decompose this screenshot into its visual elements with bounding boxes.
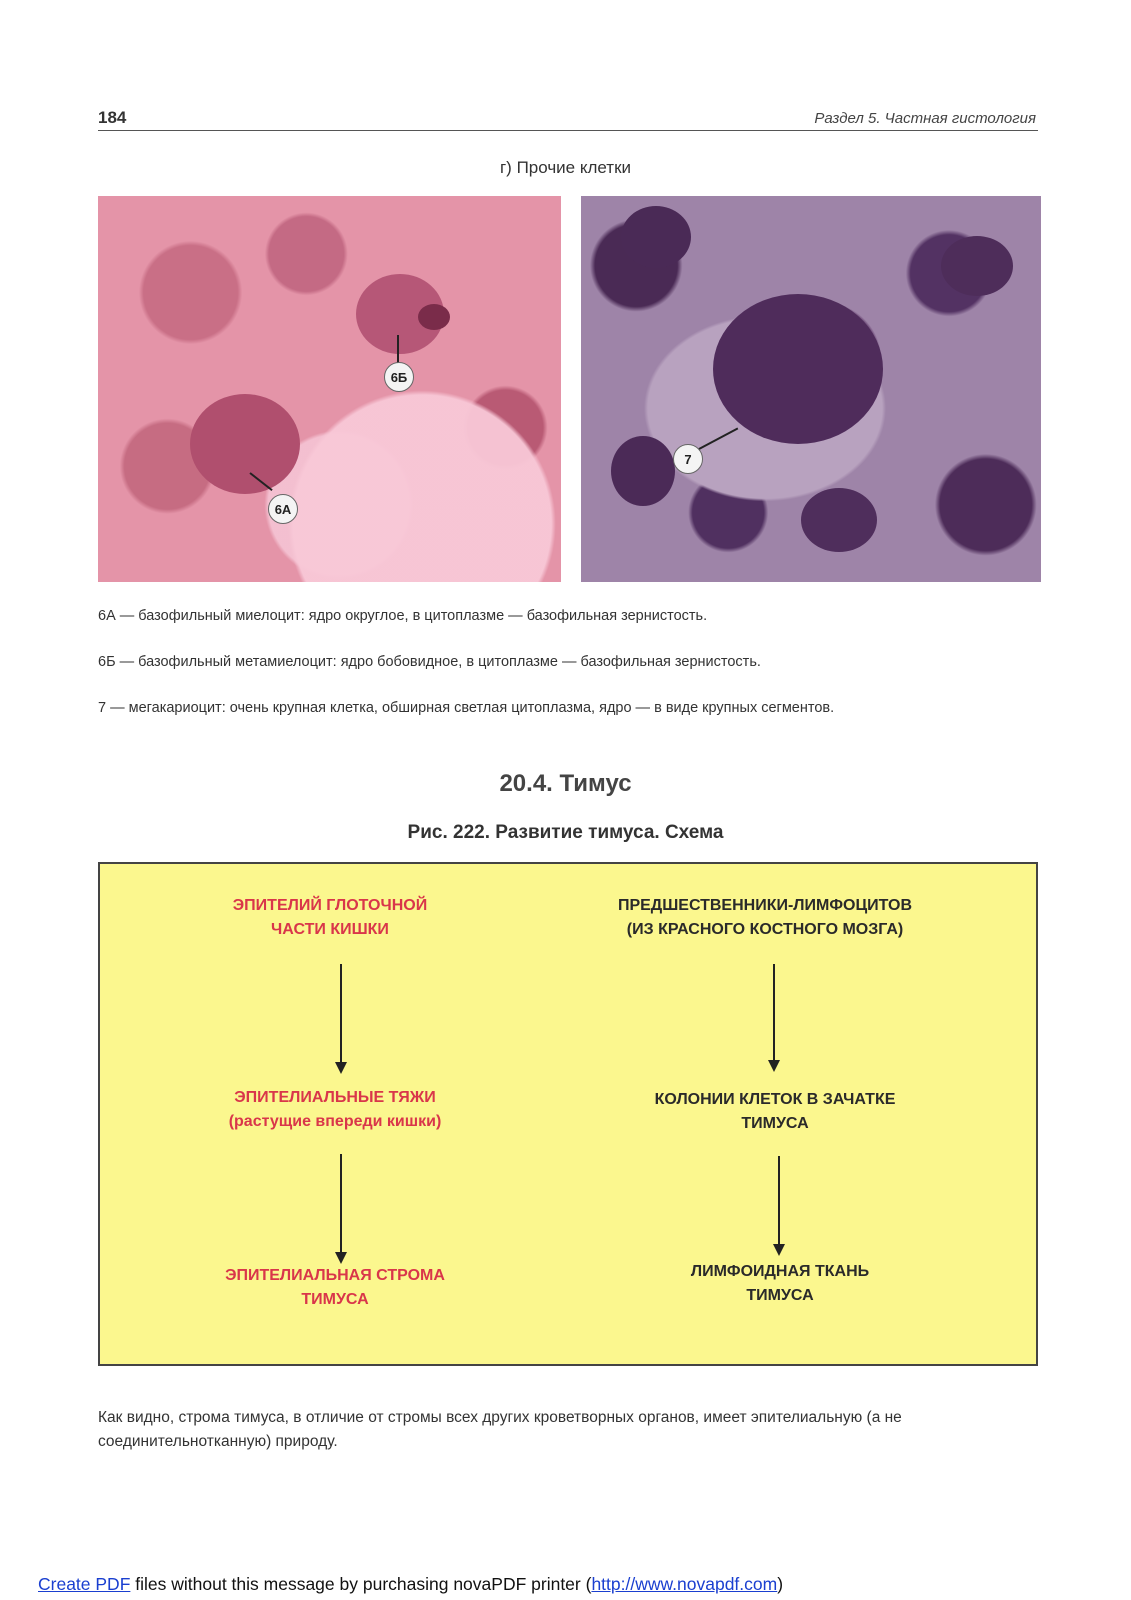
page-number: 184 [98,108,127,127]
section-heading: 20.4. Тимус [499,770,632,797]
thymus-development-scheme [98,862,1038,1366]
scheme-node-pharyngeal-epithelium [180,894,480,942]
body-paragraph: Как видно, строма тимуса, в отличие от стромы всех других кроветворных органов, имеет эпителиальную (а не соединительнотканную) природу. [98,1409,902,1450]
node-line: ЧАСТИ КИШКИ [271,921,389,938]
scheme-node-lymphoid-tissue [610,1260,950,1308]
caption-7: 7 — мегакариоцит: очень крупная клетка, обширная светлая цитоплазма, ядро — в виде крупных сегментов. [98,700,835,716]
node-line: ТИМУСА [301,1291,369,1308]
arrow-down [773,964,775,1070]
footer-text: files without this message by purchasing novaPDF printer ( [130,1574,592,1594]
scheme-node-cell-colonies [590,1088,960,1136]
pdf-footer [38,1574,783,1595]
megakaryocyte-nucleus [713,294,883,444]
node-line: (растущие впереди кишки) [228,1113,442,1130]
node-line: КОЛОНИИ КЛЕТОК В ЗАЧАТКЕ [654,1091,896,1108]
node-line: ТИМУСА [746,1287,814,1304]
cell-nucleus [611,436,675,506]
cell-nucleus [801,488,877,552]
arrow-down [340,1154,342,1262]
node-line: ТИМУСА [741,1115,809,1132]
page-header [98,106,1038,131]
subsection-title: г) Прочие клетки [499,158,632,177]
scheme-node-lymphocyte-precursors [570,894,960,942]
node-line: ЭПИТЕЛИАЛЬНЫЕ ТЯЖИ [234,1089,436,1106]
caption-6a: 6А — базофильный миелоцит: ядро округлое, в цитоплазме — базофильная зернистость. [98,608,708,624]
arrow-down [778,1156,780,1254]
micrograph-basophils [98,196,561,582]
micrograph-megakaryocyte [581,196,1041,582]
node-line: ЛИМФОИДНАЯ ТКАНЬ [690,1263,870,1280]
arrow-down [340,964,342,1072]
cell-nucleus [621,206,691,268]
node-line: ЭПИТЕЛИАЛЬНАЯ СТРОМА [225,1267,445,1284]
node-line: (ИЗ КРАСНОГО КОСТНОГО МОЗГА) [626,921,904,938]
label-7: 7 [673,444,703,474]
pointer-7 [699,427,739,449]
create-pdf-link[interactable]: Create PDF [38,1574,131,1594]
label-6a: 6А [268,494,298,524]
running-section-title: Раздел 5. Частная гистология [814,110,1036,127]
cell-nucleus [941,236,1013,296]
scheme-node-epithelial-stroma [170,1264,500,1312]
node-line: ЭПИТЕЛИЙ ГЛОТОЧНОЙ [232,897,428,914]
caption-6b: 6Б — базофильный метамиелоцит: ядро бобовидное, в цитоплазме — базофильная зернистость. [98,654,761,670]
node-line: ПРЕДШЕСТВЕННИКИ-ЛИМФОЦИТОВ [617,897,913,914]
scheme-node-epithelial-cords [170,1086,500,1134]
pointer-6b [397,335,399,363]
footer-end: ) [777,1574,784,1594]
novapdf-link[interactable]: http://www.novapdf.com [591,1574,778,1594]
figure-title: Рис. 222. Развитие тимуса. Схема [407,822,724,843]
label-6b: 6Б [384,362,414,392]
cell-6a [190,394,300,494]
cell-dark-nucleus [418,304,450,330]
